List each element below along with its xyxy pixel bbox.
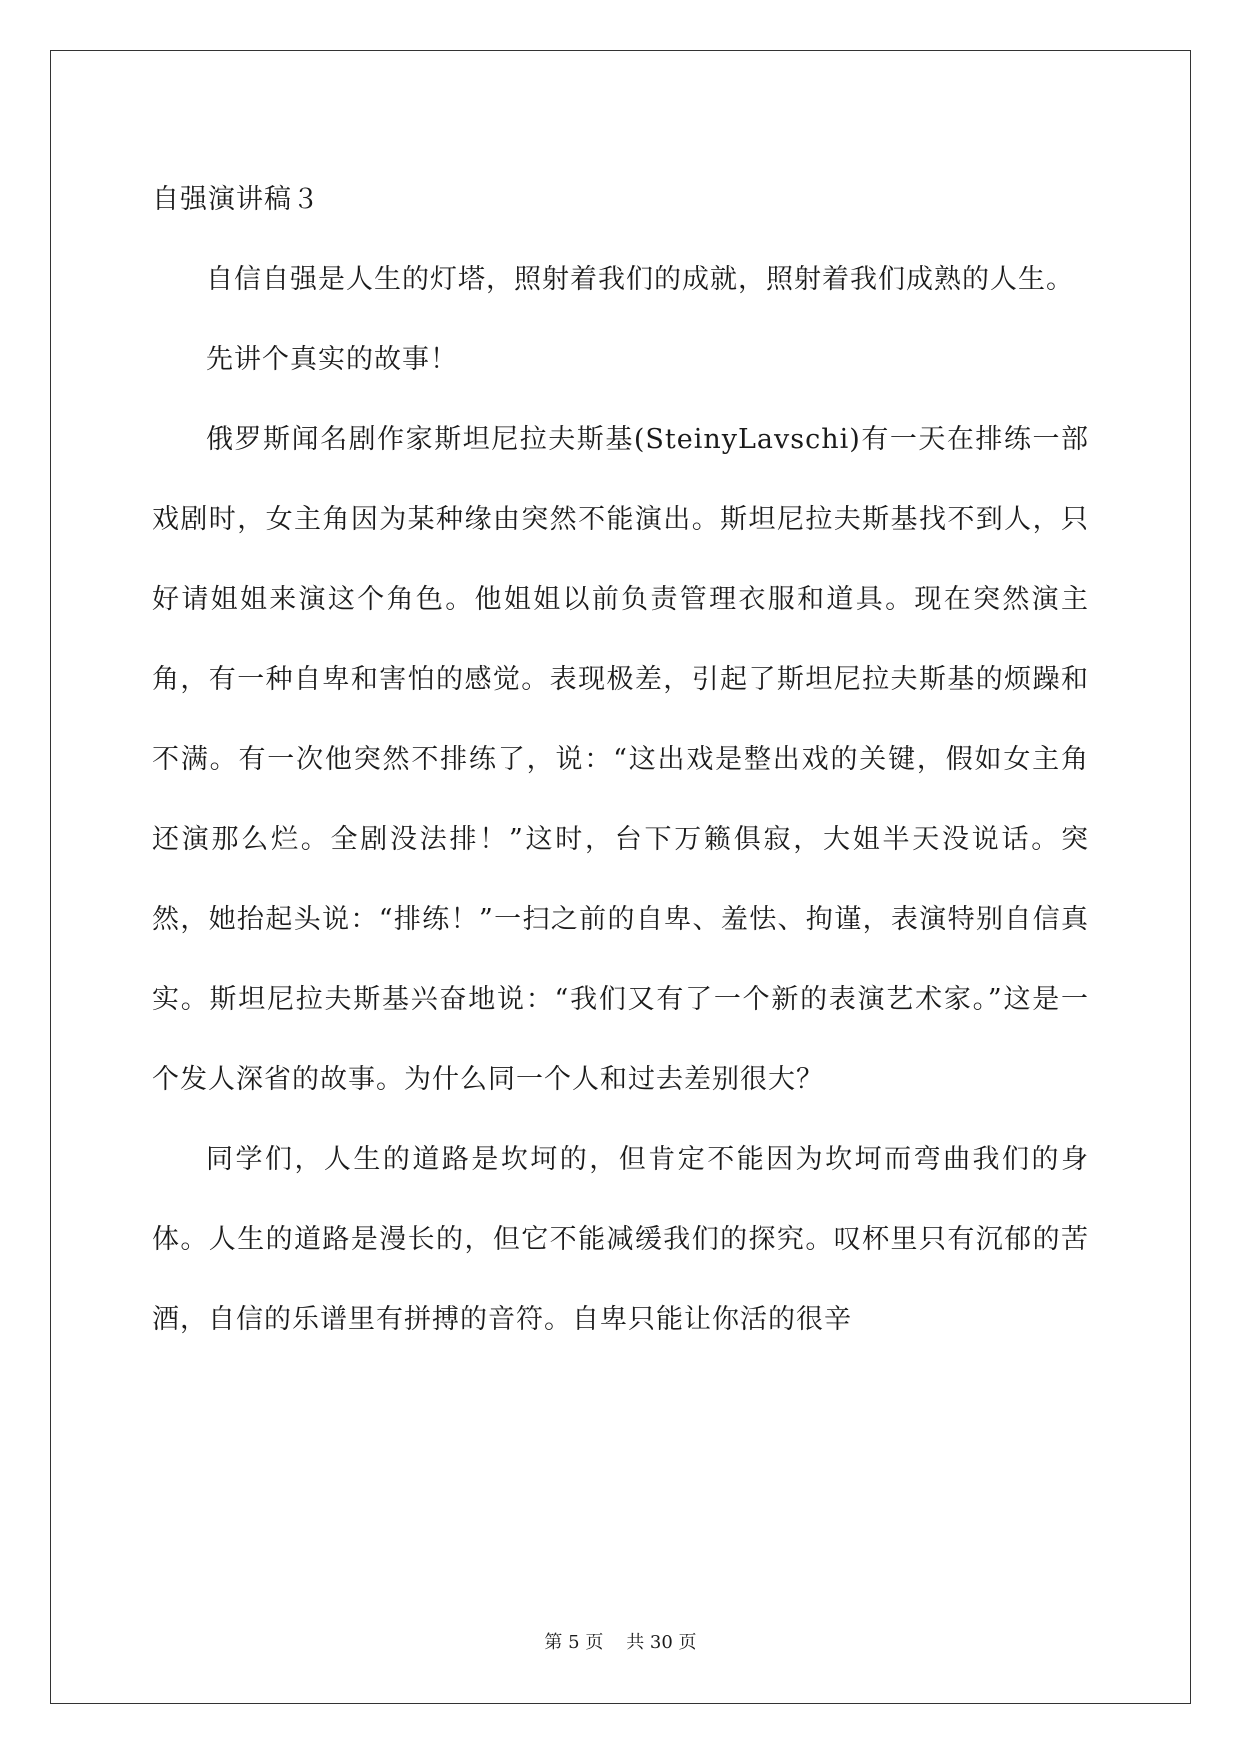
document-title: 自强演讲稿３ — [152, 184, 320, 215]
paragraph-story: 俄罗斯闻名剧作家斯坦尼拉夫斯基(SteinyLavschi)有一天在排练一部戏剧时，女主角因为某种缘由突然不能演出。斯坦尼拉夫斯基找不到人，只好请姐姐来演这个角色。他姐姐以前负责管理衣服和道具。现在突然演主角，有一种自卑和害怕的感觉。表现极差，引起了斯坦尼拉夫斯基的烦躁和不满。有一次他突然不排练了，说：“这出戏是整出戏的关键，假如女主角还演那么烂。全剧没法排！”这时，台下万籁俱寂，大姐半天没说话。突然，她抬起头说：“排练！”一扫之前的自卑、羞怯、拘谨，表演特别自信真实。斯坦尼拉夫斯基兴奋地说：“我们又有了一个新的表演艺术家。”这是一个发人深省的故事。为什么同一个人和过去差别很大？ — [152, 424, 1089, 1095]
paragraph-address: 同学们，人生的道路是坎坷的，但肯定不能因为坎坷而弯曲我们的身体。人生的道路是漫长的，但它不能减缓我们的探究。叹杯里只有沉郁的苦酒，自信的乐谱里有拼搏的音符。自卑只能让你活的很辛 — [152, 1144, 1089, 1335]
paragraph-intro: 自信自强是人生的灯塔，照射着我们的成就，照射着我们成熟的人生。 — [206, 264, 1074, 295]
page-number: 第 5 页 共 30 页 — [544, 1632, 697, 1653]
paragraph-story-lead: 先讲个真实的故事！ — [206, 344, 458, 375]
document-body — [152, 160, 1089, 1360]
